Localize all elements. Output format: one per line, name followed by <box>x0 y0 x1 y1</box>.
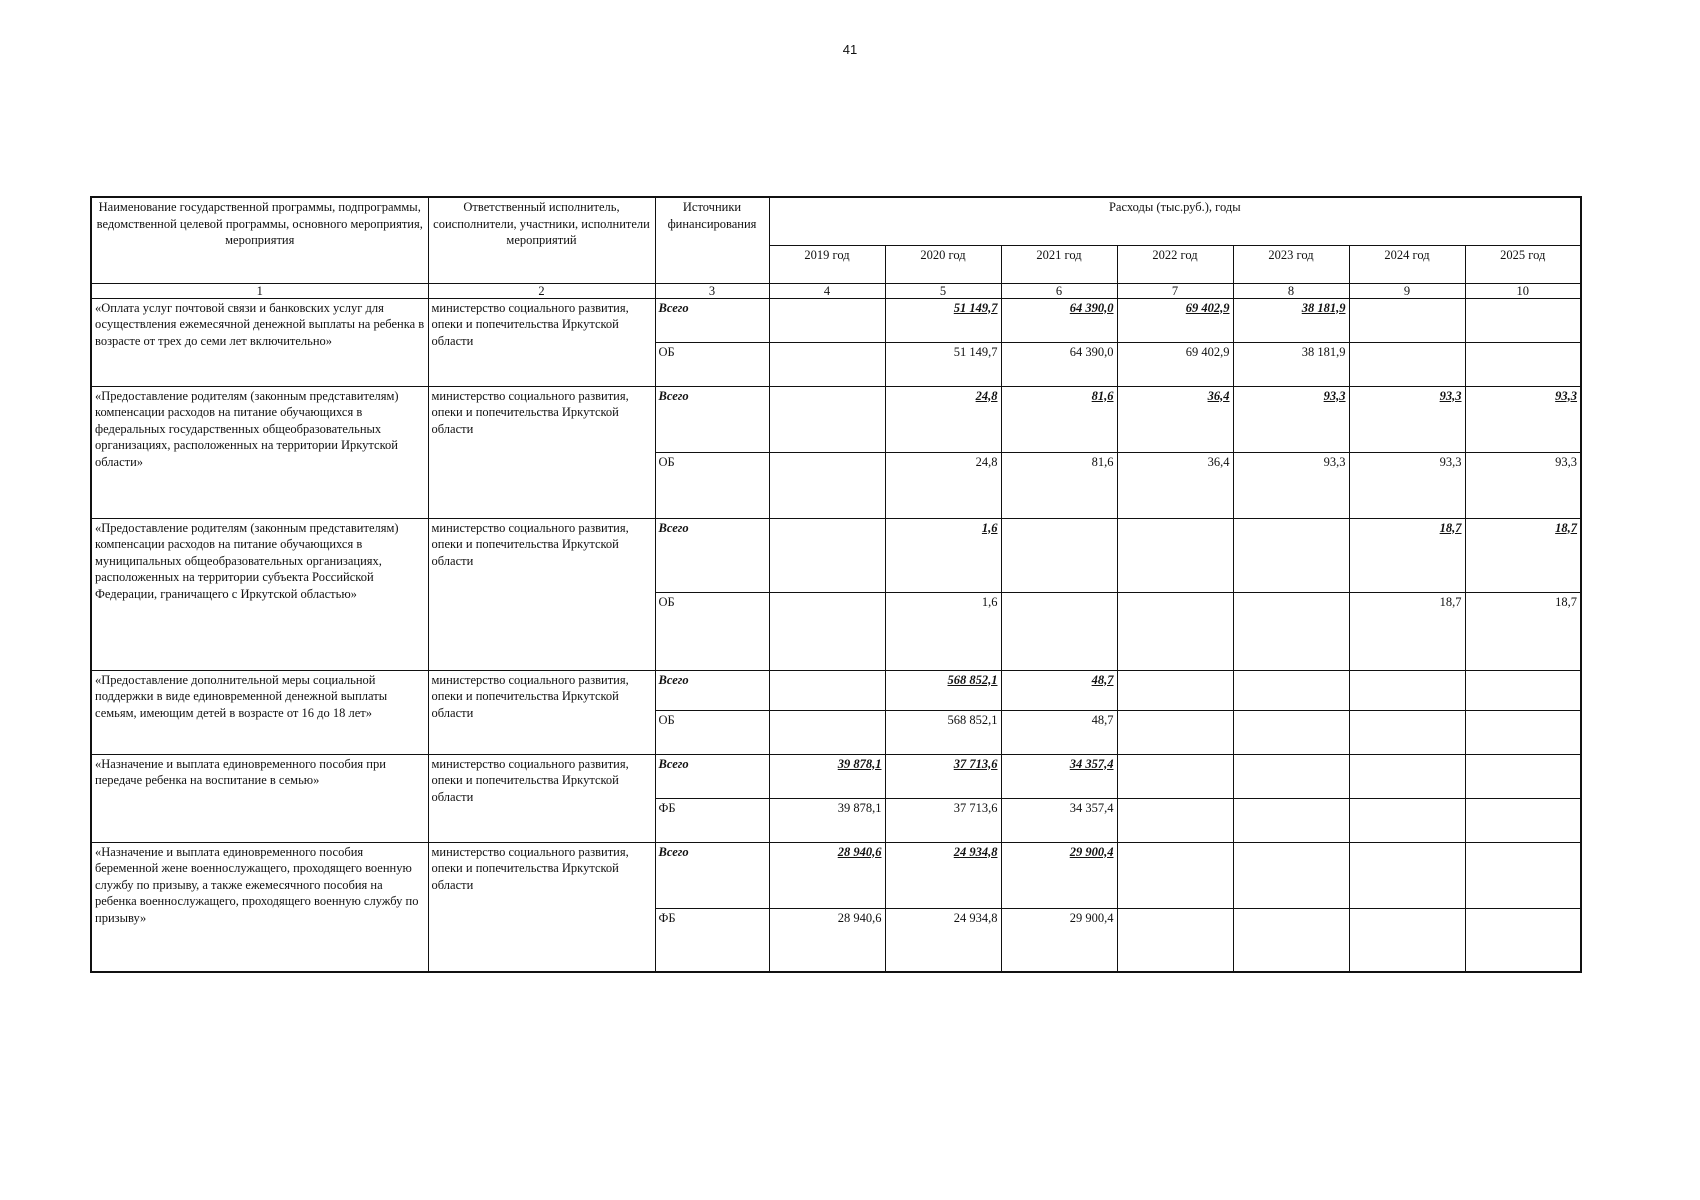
column-number: 7 <box>1117 283 1233 298</box>
amount-cell <box>1001 754 1117 798</box>
column-number: 5 <box>885 283 1001 298</box>
amount-value <box>769 592 885 670</box>
executor: министерство социального развития, опеки и попечительства Иркутской области <box>428 298 655 386</box>
page-number: 41 <box>842 42 858 57</box>
amount-cell <box>1233 518 1349 592</box>
amount-value: 93,3 <box>1555 388 1578 403</box>
amount-value <box>769 710 885 754</box>
source-label-total: Всего <box>655 754 769 798</box>
column-number: 9 <box>1349 283 1465 298</box>
amount-value <box>1233 592 1349 670</box>
executor: министерство социального развития, опеки и попечительства Иркутской области <box>428 518 655 670</box>
activity-name: «Оплата услуг почтовой связи и банковских услуг для осуществления ежемесячной денежной выплаты на ребенка в возрасте от трех до семи лет включительно» <box>91 298 428 386</box>
amount-cell <box>1233 298 1349 342</box>
amount-value <box>1117 798 1233 842</box>
amount-cell <box>1465 298 1581 342</box>
amount-value <box>1349 798 1465 842</box>
amount-cell <box>1465 518 1581 592</box>
header-year: 2021 год <box>1001 245 1117 283</box>
amount-cell <box>769 386 885 452</box>
amount-cell <box>1349 754 1465 798</box>
amount-value: 28 940,6 <box>837 844 882 859</box>
amount-cell <box>1117 298 1233 342</box>
executor: министерство социального развития, опеки и попечительства Иркутской области <box>428 386 655 518</box>
amount-value: 34 357,4 <box>1069 756 1114 771</box>
activity-name: «Предоставление родителям (законным представителям) компенсации расходов на питание обучающихся в муниципальных общеобразовательных организациях, расположенных на территории субъекта Российской Федерации, граничащего с Иркутской областью» <box>91 518 428 670</box>
column-number: 4 <box>769 283 885 298</box>
amount-value <box>1117 908 1233 972</box>
amount-cell <box>1349 386 1465 452</box>
table-header <box>91 197 1581 298</box>
amount-value: 93,3 <box>1323 388 1346 403</box>
amount-value <box>1465 798 1581 842</box>
amount-value <box>1349 342 1465 386</box>
executor: министерство социального развития, опеки и попечительства Иркутской области <box>428 842 655 972</box>
executor: министерство социального развития, опеки и попечительства Иркутской области <box>428 754 655 842</box>
amount-value <box>1233 908 1349 972</box>
amount-value: 36,4 <box>1117 452 1233 518</box>
amount-value: 568 852,1 <box>885 710 1001 754</box>
amount-cell <box>1001 518 1117 592</box>
source-label: ОБ <box>655 592 769 670</box>
amount-cell <box>885 298 1001 342</box>
amount-value: 18,7 <box>1465 592 1581 670</box>
source-label: ФБ <box>655 908 769 972</box>
amount-value: 18,7 <box>1349 592 1465 670</box>
column-number-row <box>91 283 1581 298</box>
source-label-total: Всего <box>655 298 769 342</box>
amount-value: 37 713,6 <box>885 798 1001 842</box>
amount-cell <box>1117 842 1233 908</box>
amount-value: 24,8 <box>975 388 998 403</box>
header-year: 2022 год <box>1117 245 1233 283</box>
amount-cell <box>885 518 1001 592</box>
amount-value: 36,4 <box>1207 388 1230 403</box>
amount-value: 81,6 <box>1091 388 1114 403</box>
amount-value: 93,3 <box>1465 452 1581 518</box>
amount-value <box>1117 592 1233 670</box>
amount-cell <box>885 842 1001 908</box>
amount-cell <box>1001 842 1117 908</box>
source-label: ОБ <box>655 452 769 518</box>
amount-cell <box>769 754 885 798</box>
column-number: 3 <box>655 283 769 298</box>
amount-value: 24 934,8 <box>885 908 1001 972</box>
amount-value: 64 390,0 <box>1069 300 1114 315</box>
amount-value: 69 402,9 <box>1117 342 1233 386</box>
header-executor: Ответственный исполнитель, соисполнители, участники, исполнители мероприятий <box>428 197 655 283</box>
amount-value: 93,3 <box>1349 452 1465 518</box>
amount-value <box>1349 908 1465 972</box>
amount-value <box>1465 342 1581 386</box>
header-year: 2019 год <box>769 245 885 283</box>
amount-cell <box>769 518 885 592</box>
header-year: 2023 год <box>1233 245 1349 283</box>
amount-cell <box>1117 754 1233 798</box>
amount-value: 29 900,4 <box>1069 844 1114 859</box>
amount-value <box>769 342 885 386</box>
column-number: 2 <box>428 283 655 298</box>
source-label-total: Всего <box>655 670 769 710</box>
amount-value <box>1465 908 1581 972</box>
table-row <box>91 670 1581 710</box>
amount-value: 1,6 <box>885 592 1001 670</box>
amount-value: 24 934,8 <box>953 844 998 859</box>
activity-name: «Предоставление родителям (законным представителям) компенсации расходов на питание обучающихся в федеральных государственных общеобразовательных организациях, расположенных на территории Иркутской области» <box>91 386 428 518</box>
amount-cell <box>769 670 885 710</box>
header-spending: Расходы (тыс.руб.), годы <box>769 197 1581 245</box>
amount-cell <box>1233 842 1349 908</box>
source-label: ФБ <box>655 798 769 842</box>
amount-value: 29 900,4 <box>1001 908 1117 972</box>
amount-value: 51 149,7 <box>885 342 1001 386</box>
amount-value <box>769 452 885 518</box>
table-row <box>91 386 1581 452</box>
header-source: Источники финансирования <box>655 197 769 283</box>
amount-value: 37 713,6 <box>953 756 998 771</box>
amount-cell <box>1001 670 1117 710</box>
amount-cell <box>1465 386 1581 452</box>
amount-value: 18,7 <box>1555 520 1578 535</box>
amount-value: 39 878,1 <box>769 798 885 842</box>
amount-cell <box>1349 842 1465 908</box>
amount-value: 28 940,6 <box>769 908 885 972</box>
activity-name: «Предоставление дополнительной меры социальной поддержки в виде единовременной денежной выплаты семьям, имеющим детей в возрасте от 16 до 18 лет» <box>91 670 428 754</box>
amount-value: 81,6 <box>1001 452 1117 518</box>
table-row <box>91 518 1581 592</box>
amount-value: 93,3 <box>1233 452 1349 518</box>
column-number: 1 <box>91 283 428 298</box>
amount-value: 93,3 <box>1439 388 1462 403</box>
amount-cell <box>1233 754 1349 798</box>
budget-table <box>90 196 1582 973</box>
table-row <box>91 298 1581 342</box>
amount-cell <box>1001 386 1117 452</box>
amount-value: 64 390,0 <box>1001 342 1117 386</box>
activity-name: «Назначение и выплата единовременного пособия при передаче ребенка на воспитание в семью» <box>91 754 428 842</box>
table-row <box>91 842 1581 908</box>
amount-cell <box>885 754 1001 798</box>
amount-cell <box>1465 754 1581 798</box>
amount-cell <box>1349 298 1465 342</box>
source-label-total: Всего <box>655 842 769 908</box>
amount-value <box>1233 798 1349 842</box>
amount-value <box>1117 710 1233 754</box>
amount-value: 38 181,9 <box>1301 300 1346 315</box>
amount-value <box>1001 592 1117 670</box>
amount-value <box>1349 710 1465 754</box>
amount-cell <box>1233 670 1349 710</box>
amount-cell <box>1117 670 1233 710</box>
table-body <box>91 298 1581 972</box>
header-year: 2020 год <box>885 245 1001 283</box>
amount-cell <box>769 298 885 342</box>
amount-cell <box>885 386 1001 452</box>
amount-value: 39 878,1 <box>837 756 882 771</box>
amount-value: 34 357,4 <box>1001 798 1117 842</box>
source-label-total: Всего <box>655 518 769 592</box>
amount-value: 24,8 <box>885 452 1001 518</box>
header-name: Наименование государственной программы, подпрограммы, ведомственной целевой программы, основного мероприятия, мероприятия <box>91 197 428 283</box>
amount-value: 48,7 <box>1091 672 1114 687</box>
table-row <box>91 754 1581 798</box>
amount-value: 48,7 <box>1001 710 1117 754</box>
activity-name: «Назначение и выплата единовременного пособия беременной жене военнослужащего, проходящего военную службу по призыву, а также ежемесячного пособия на ребенка военнослужащего, проходящего военную службу по призыву» <box>91 842 428 972</box>
amount-value <box>1465 710 1581 754</box>
amount-value: 51 149,7 <box>953 300 998 315</box>
amount-value: 69 402,9 <box>1185 300 1230 315</box>
amount-value: 18,7 <box>1439 520 1462 535</box>
amount-cell <box>1349 518 1465 592</box>
amount-cell <box>1001 298 1117 342</box>
column-number: 6 <box>1001 283 1117 298</box>
amount-value: 1,6 <box>981 520 998 535</box>
source-label-total: Всего <box>655 386 769 452</box>
source-label: ОБ <box>655 342 769 386</box>
amount-cell <box>1117 386 1233 452</box>
amount-value <box>1233 710 1349 754</box>
executor: министерство социального развития, опеки и попечительства Иркутской области <box>428 670 655 754</box>
source-label: ОБ <box>655 710 769 754</box>
amount-cell <box>1233 386 1349 452</box>
header-year: 2025 год <box>1465 245 1581 283</box>
column-number: 10 <box>1465 283 1581 298</box>
amount-cell <box>885 670 1001 710</box>
amount-value: 38 181,9 <box>1233 342 1349 386</box>
amount-cell <box>1465 670 1581 710</box>
amount-value: 568 852,1 <box>947 672 998 687</box>
amount-cell <box>1349 670 1465 710</box>
amount-cell <box>1117 518 1233 592</box>
amount-cell <box>769 842 885 908</box>
header-year: 2024 год <box>1349 245 1465 283</box>
amount-cell <box>1465 842 1581 908</box>
column-number: 8 <box>1233 283 1349 298</box>
